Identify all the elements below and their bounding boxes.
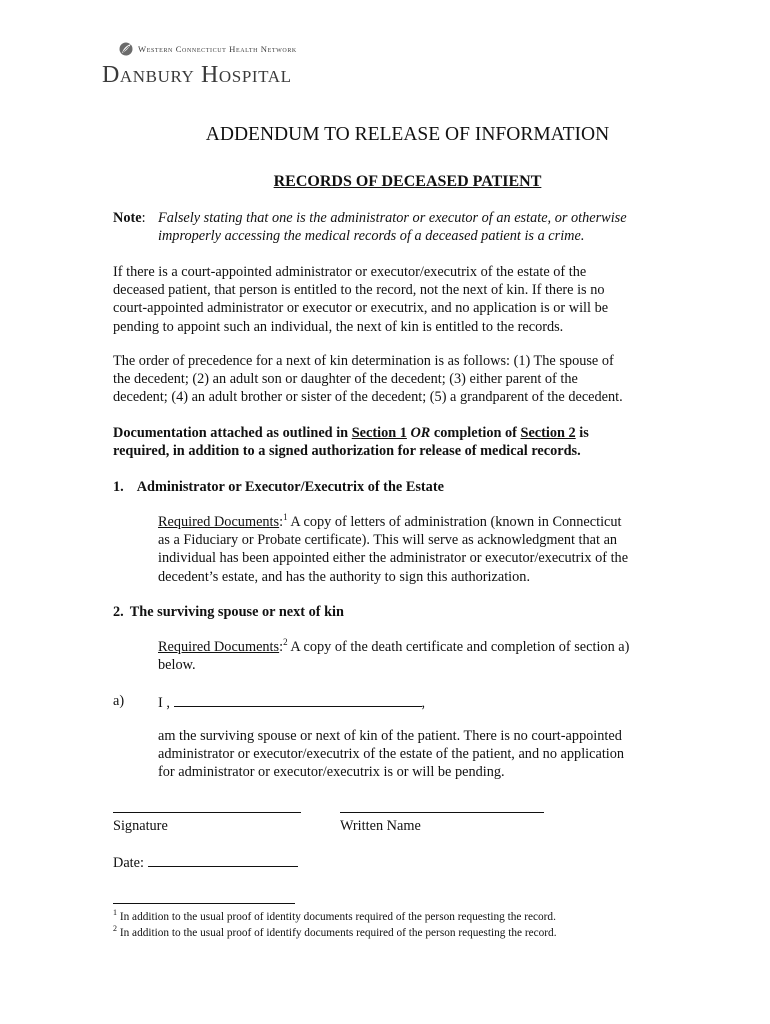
note-text: [158, 209, 673, 245]
required-documents-label: Required Documents: [158, 639, 280, 655]
signature-label: Signature: [113, 818, 168, 834]
leaf-logo-icon: [119, 42, 133, 56]
network-logo: [119, 40, 297, 58]
note-line: Falsely stating that one is the administrator or executor of an estate, or otherwise: [158, 210, 627, 226]
section-2-body: [158, 638, 673, 674]
text-line: the decedent; (2) an adult son or daughter of the decedent; (3) either parent of the: [113, 371, 578, 388]
document-subtitle: RECORDS OF DECEASED PATIENT: [273, 173, 542, 190]
signature-line[interactable]: [113, 812, 301, 813]
text-line: decedent’s estate, and has the authority to sign this authorization.: [158, 568, 531, 585]
note-line: improperly accessing the medical records of a deceased patient is a crime.: [158, 228, 585, 245]
part-a-label: a): [113, 693, 125, 709]
text-line: am the surviving spouse or next of kin of the patient. There is no court-appointed: [158, 728, 622, 744]
text-line: deceased patient, that person is entitled to the record, not the next of kin. If there is no: [113, 282, 605, 299]
text-line: If there is a court-appointed administrator or executor/executrix of the estate of the: [113, 264, 587, 280]
footnote-2: $^2$ In addition to the usual proof of identify documents required of the person requesting the record.: [113, 924, 557, 939]
text-line: as a Fiduciary or Probate certificate). This will serve as acknowledgment that an: [158, 532, 618, 549]
text-line: required, in addition to a signed authorization for release of medical records.: [113, 443, 581, 460]
section-1-body: [158, 513, 673, 586]
section-2-ref: Section 2: [520, 425, 576, 441]
footnote-ref: 1: [283, 512, 288, 523]
text-line: decedent; (4) an adult brother or sister of the decedent; (5) a grandparent of the decedent.: [113, 389, 623, 406]
hospital-name: Danbury Hospital: [102, 62, 292, 88]
name-input-line[interactable]: [174, 692, 422, 707]
part-a-statement: [158, 727, 673, 782]
written-name-label: Written Name: [340, 818, 421, 834]
text-line: administrator or executor/executrix of the estate of the patient, and no application: [158, 746, 625, 763]
footnote-ref: 2: [283, 637, 288, 648]
date-row: [113, 852, 298, 872]
required-documents-label: Required Documents: [158, 514, 280, 530]
paragraph-precedence: [113, 352, 653, 407]
text-line: below.: [158, 657, 196, 674]
footnote-1: $^1$ In addition to the usual proof of identity documents required of the person requesting the record.: [113, 908, 556, 923]
note-label: Note:: [113, 210, 146, 226]
text-line: for administrator or executor/executrix is or will be pending.: [158, 764, 505, 781]
text-line: Required Documents:$^1$ A copy of letters of administration (known in Connecticut: [158, 512, 622, 530]
section-1-ref: Section 1: [351, 425, 407, 441]
text-line: Required Documents:$^2$ A copy of the death certificate and completion of section a): [158, 637, 630, 655]
section-1-heading: 1. Administrator or Executor/Executrix of the Estate: [113, 479, 444, 495]
text-line: court-appointed administrator or executor or executrix, and no application is or will be: [113, 300, 609, 317]
text-line: Documentation attached as outlined in Section 1 OR completion of Section 2 is: [113, 425, 589, 441]
network-name: Western Connecticut Health Network: [138, 44, 297, 54]
date-label: Date:: [113, 855, 144, 871]
paragraph-court-appointed: [113, 263, 653, 336]
text-line: The order of precedence for a next of kin determination is as follows: (1) The spouse of: [113, 353, 614, 369]
text-line: pending to appoint such an individual, the next of kin is entitled to the records.: [113, 318, 564, 335]
document-title: ADDENDUM TO RELEASE OF INFORMATION: [205, 124, 610, 145]
written-name-line[interactable]: [340, 812, 544, 813]
name-fill-row: I , ,: [158, 692, 425, 712]
footnote-divider: [113, 903, 295, 904]
section-2-heading: 2. The surviving spouse or next of kin: [113, 604, 344, 620]
date-input-line[interactable]: [148, 852, 298, 867]
text-line: individual has been appointed either the administrator or executor/executrix of the: [158, 550, 629, 567]
documentation-statement: [113, 424, 653, 460]
